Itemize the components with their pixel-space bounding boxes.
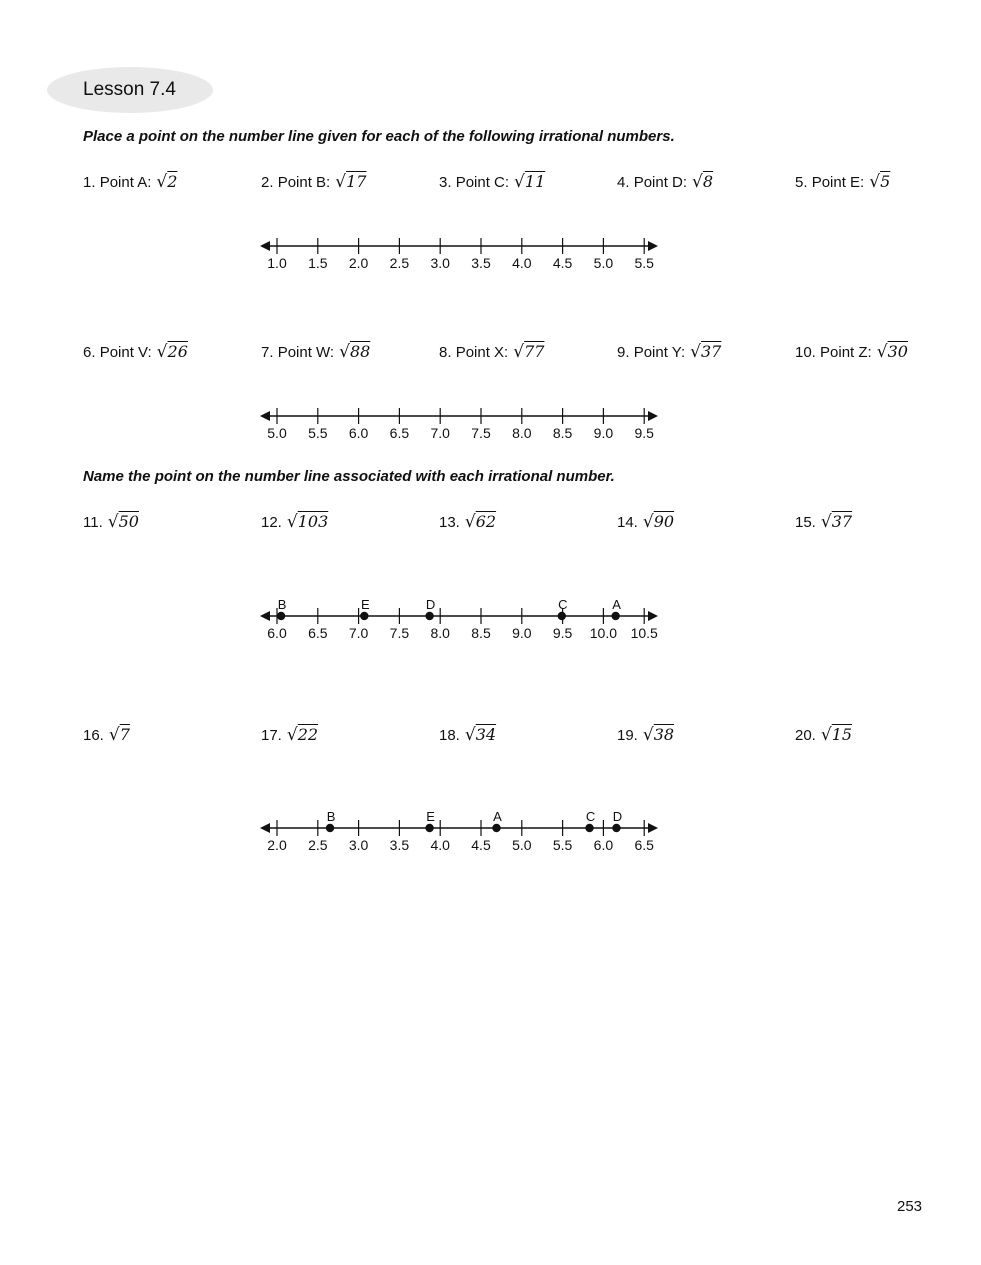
left-arrow-icon <box>260 411 270 421</box>
point-label: B <box>277 597 287 612</box>
problem-2: 2. Point B: √17 <box>261 172 367 192</box>
number-line-4 <box>250 809 670 872</box>
instruction-place-points: Place a point on the number line given for each of the following irrational numbers. <box>83 128 675 145</box>
tick-label: 6.0 <box>593 837 614 853</box>
tick-label: 6.0 <box>348 425 369 441</box>
left-arrow-icon <box>260 241 270 251</box>
problem-11: 11. √50 <box>83 512 139 532</box>
tick-label: 4.0 <box>430 837 450 853</box>
number-line-2 <box>250 400 670 460</box>
point-label: E <box>360 597 370 612</box>
point-label: D <box>612 809 623 824</box>
tick-label: 7.0 <box>430 425 450 441</box>
plotted-point <box>585 824 593 832</box>
tick-label: 3.0 <box>348 837 369 853</box>
right-arrow-icon <box>648 241 658 251</box>
number-line-3 <box>250 597 670 660</box>
tick-label: 2.0 <box>348 255 369 271</box>
tick-label: 3.0 <box>430 255 450 271</box>
problem-6: 6. Point V: √26 <box>83 342 188 362</box>
problem-12: 12. √103 <box>261 512 329 532</box>
tick-label: 5.5 <box>634 255 654 271</box>
tick-label: 3.5 <box>389 837 410 853</box>
tick-label: 9.5 <box>634 425 654 441</box>
right-arrow-icon <box>648 823 658 833</box>
problem-7: 7. Point W: √88 <box>261 342 371 362</box>
point-label: C <box>558 597 568 612</box>
left-arrow-icon <box>260 611 270 621</box>
tick-label: 2.5 <box>308 837 328 853</box>
problem-15: 15. √37 <box>795 512 853 532</box>
tick-label: 7.0 <box>348 625 369 641</box>
problem-9: 9. Point Y: √37 <box>617 342 722 362</box>
tick-label: 3.5 <box>471 255 491 271</box>
left-arrow-icon <box>260 823 270 833</box>
tick-label: 8.0 <box>430 625 450 641</box>
tick-label: 8.5 <box>471 625 491 641</box>
tick-label: 4.0 <box>512 255 532 271</box>
tick-label: 6.5 <box>634 837 654 853</box>
problem-16: 16. √7 <box>83 725 130 745</box>
tick-label: 7.5 <box>389 625 410 641</box>
instruction-name-points: Name the point on the number line associated with each irrational number. <box>83 468 615 485</box>
point-label: A <box>493 809 502 824</box>
tick-label: 9.0 <box>593 425 614 441</box>
problem-4: 4. Point D: √8 <box>617 172 714 192</box>
problem-18: 18. √34 <box>439 725 497 745</box>
plotted-point <box>612 824 620 832</box>
right-arrow-icon <box>648 411 658 421</box>
tick-label: 2.0 <box>267 837 287 853</box>
problem-1: 1. Point A: √2 <box>83 172 178 192</box>
tick-label: 6.5 <box>308 625 328 641</box>
tick-label: 10.5 <box>630 625 658 641</box>
tick-label: 8.0 <box>512 425 532 441</box>
lesson-title: Lesson 7.4 <box>83 79 176 100</box>
tick-label: 8.5 <box>552 425 573 441</box>
problem-10: 10. Point Z: √30 <box>795 342 908 362</box>
problem-20: 20. √15 <box>795 725 853 745</box>
plotted-point <box>277 612 285 620</box>
tick-label: 10.0 <box>589 625 618 641</box>
tick-label: 9.5 <box>552 625 573 641</box>
tick-label: 9.0 <box>512 625 532 641</box>
plotted-point <box>425 824 433 832</box>
plotted-point <box>558 612 566 620</box>
problem-8: 8. Point X: √77 <box>439 342 545 362</box>
tick-label: 5.0 <box>593 255 614 271</box>
right-arrow-icon <box>648 611 658 621</box>
point-label: E <box>426 809 435 824</box>
tick-label: 4.5 <box>471 837 491 853</box>
page-number: 253 <box>897 1198 923 1215</box>
problem-5: 5. Point E: √5 <box>795 172 891 192</box>
problem-3: 3. Point C: √11 <box>439 172 546 192</box>
point-label: D <box>425 597 436 612</box>
point-label: A <box>612 597 621 612</box>
point-label: B <box>326 809 336 824</box>
plotted-point <box>425 612 433 620</box>
plotted-point <box>360 612 368 620</box>
tick-label: 5.5 <box>552 837 573 853</box>
tick-label: 1.0 <box>267 255 287 271</box>
tick-label: 5.0 <box>512 837 532 853</box>
problem-14: 14. √90 <box>617 512 675 532</box>
problem-13: 13. √62 <box>439 512 497 532</box>
tick-label: 4.5 <box>552 255 573 271</box>
tick-label: 6.5 <box>389 425 410 441</box>
plotted-point <box>326 824 334 832</box>
point-label: C <box>585 809 596 824</box>
tick-label: 6.0 <box>267 625 287 641</box>
tick-label: 5.5 <box>308 425 328 441</box>
plotted-point <box>492 824 500 832</box>
tick-label: 1.5 <box>308 255 328 271</box>
number-line-1 <box>250 230 670 290</box>
tick-label: 7.5 <box>471 425 491 441</box>
tick-label: 5.0 <box>267 425 287 441</box>
tick-label: 2.5 <box>389 255 410 271</box>
problem-19: 19. √38 <box>617 725 675 745</box>
plotted-point <box>611 612 619 620</box>
problem-17: 17. √22 <box>261 725 319 745</box>
